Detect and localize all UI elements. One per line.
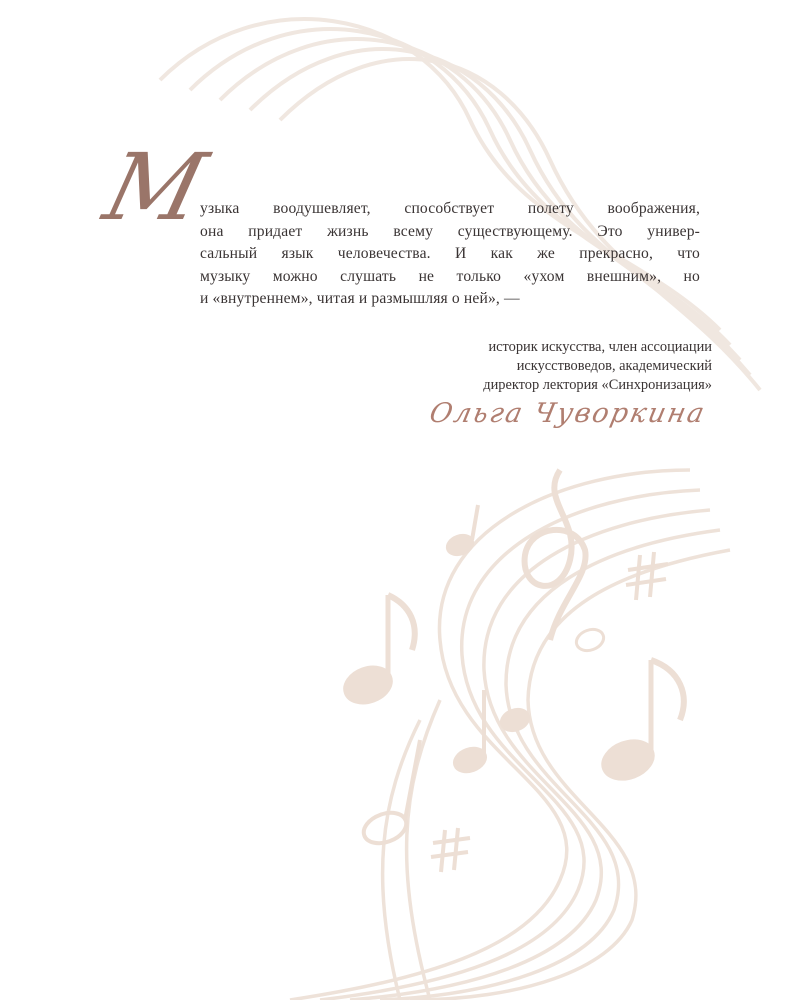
quote-line: узыка воодушевляет, способствует полету воображения, <box>200 200 700 217</box>
quote-line: она придает жизнь всему существующему. Это универ- <box>200 222 700 240</box>
author-title-line: историк искусства, член ассоциации <box>488 339 712 355</box>
music-notes <box>340 470 684 872</box>
quote-paragraph <box>200 198 700 311</box>
author-title-line: директор лектория «Синхронизация» <box>483 377 712 393</box>
author-title-line: искусствоведов, академический <box>516 358 712 374</box>
quote-line: музыку можно слушать не только «ухом внешним», но <box>200 267 700 285</box>
bottom-staff-ribbon <box>290 470 730 1000</box>
quote-line: сальный язык человечества. И как же прекрасно, что <box>200 245 700 262</box>
author-attribution <box>372 338 712 395</box>
drop-cap-letter: М <box>94 134 212 241</box>
author-signature: Ольга Чуворкина <box>427 398 710 429</box>
quote-line: и «внутреннем», читая и размышляя о ней», — <box>200 290 520 307</box>
